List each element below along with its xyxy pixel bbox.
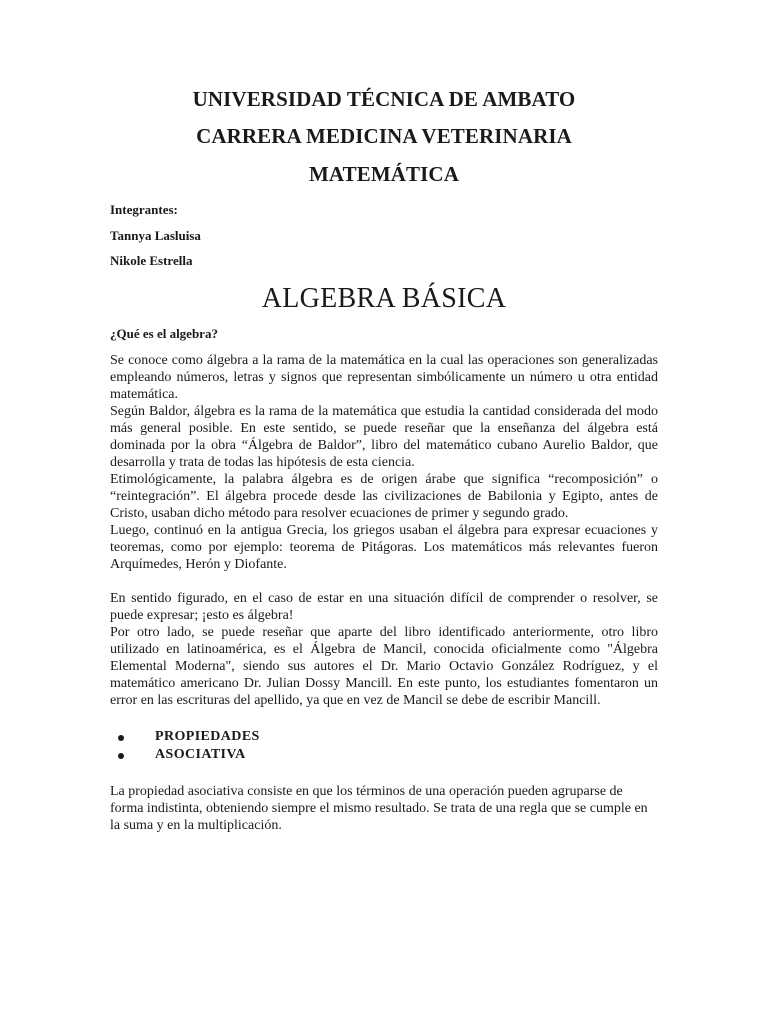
list-item-label: PROPIEDADES	[155, 729, 260, 744]
list-item	[110, 728, 658, 746]
body-paragraph: En sentido figurado, en el caso de estar en una situación difícil de comprender o resolver, se puede expresar; ¡esto es álgebra!	[110, 591, 658, 623]
bullet-icon	[118, 753, 124, 759]
list-item-label: ASOCIATIVA	[155, 747, 246, 762]
document-title: ALGEBRA BÁSICA	[261, 283, 507, 314]
member-name: Tannya Lasluisa	[110, 228, 201, 243]
document-page	[110, 85, 658, 834]
body-paragraph: La propiedad asociativa consiste en que los términos de una operación pueden agruparse de forma indistinta, obteniendo siempre el mismo resultado. Se trata de una regla que se cumple en la suma y en la multiplicación.	[110, 784, 648, 833]
body-paragraph: Por otro lado, se puede reseñar que aparte del libro identificado anteriormente, otro libro utilizado en latinoamérica, es el Álgebra de Mancil, conocida oficialmente como "Álgebra Elemental Moderna", siendo sus autores el Dr. Mario Octavio González Rodríguez, y el matemático americano Dr. Julian Dossy Mancill. En este punto, los estudiantes fomentaron un error en las escrituras del apellido, ya que en vez de Mancil se debe de escribir Mancill.	[110, 625, 658, 708]
members-label: Integrantes:	[110, 202, 178, 217]
member-name: Nikole Estrella	[110, 253, 193, 268]
body-paragraph: Etimológicamente, la palabra álgebra es de origen árabe que significa “recomposición” o “reintegración”. El álgebra procede desde las civilizaciones de Babilonia y Egipto, antes de Cristo, usaban dicho método para resolver ecuaciones de primer y segundo grado.	[110, 472, 658, 521]
university-heading: UNIVERSIDAD TÉCNICA DE AMBATO	[192, 87, 576, 111]
body-paragraph: Luego, continuó en la antigua Grecia, los griegos usaban el álgebra para expresar ecuaciones y teoremas, como por ejemplo: teorema de Pitágoras. Los matemáticos más relevantes fueron Arquímedes, Herón y Diofante.	[110, 523, 658, 572]
bullet-icon	[118, 735, 124, 741]
list-item	[110, 746, 658, 764]
body-paragraph: Se conoce como álgebra a la rama de la matemática en la cual las operaciones son generalizadas empleando números, letras y signos que representan simbólicamente un número u otra entidad matemática.	[110, 353, 658, 402]
bullet-list	[110, 728, 658, 764]
paragraph-block	[110, 590, 658, 709]
subject-heading: MATEMÁTICA	[309, 162, 459, 186]
section-question: ¿Qué es el algebra?	[110, 326, 218, 341]
body-paragraph: Según Baldor, álgebra es la rama de la matemática que estudia la cantidad considerada del modo más general posible. En este sentido, se puede reseñar que la enseñanza del álgebra está dominada por la obra “Álgebra de Baldor”, libro del matemático cubano Aurelio Baldor, que desarrolla y trata de todas las hipótesis de esta ciencia.	[110, 404, 658, 470]
career-heading: CARRERA MEDICINA VETERINARIA	[196, 124, 572, 148]
paragraph-block	[110, 352, 658, 573]
